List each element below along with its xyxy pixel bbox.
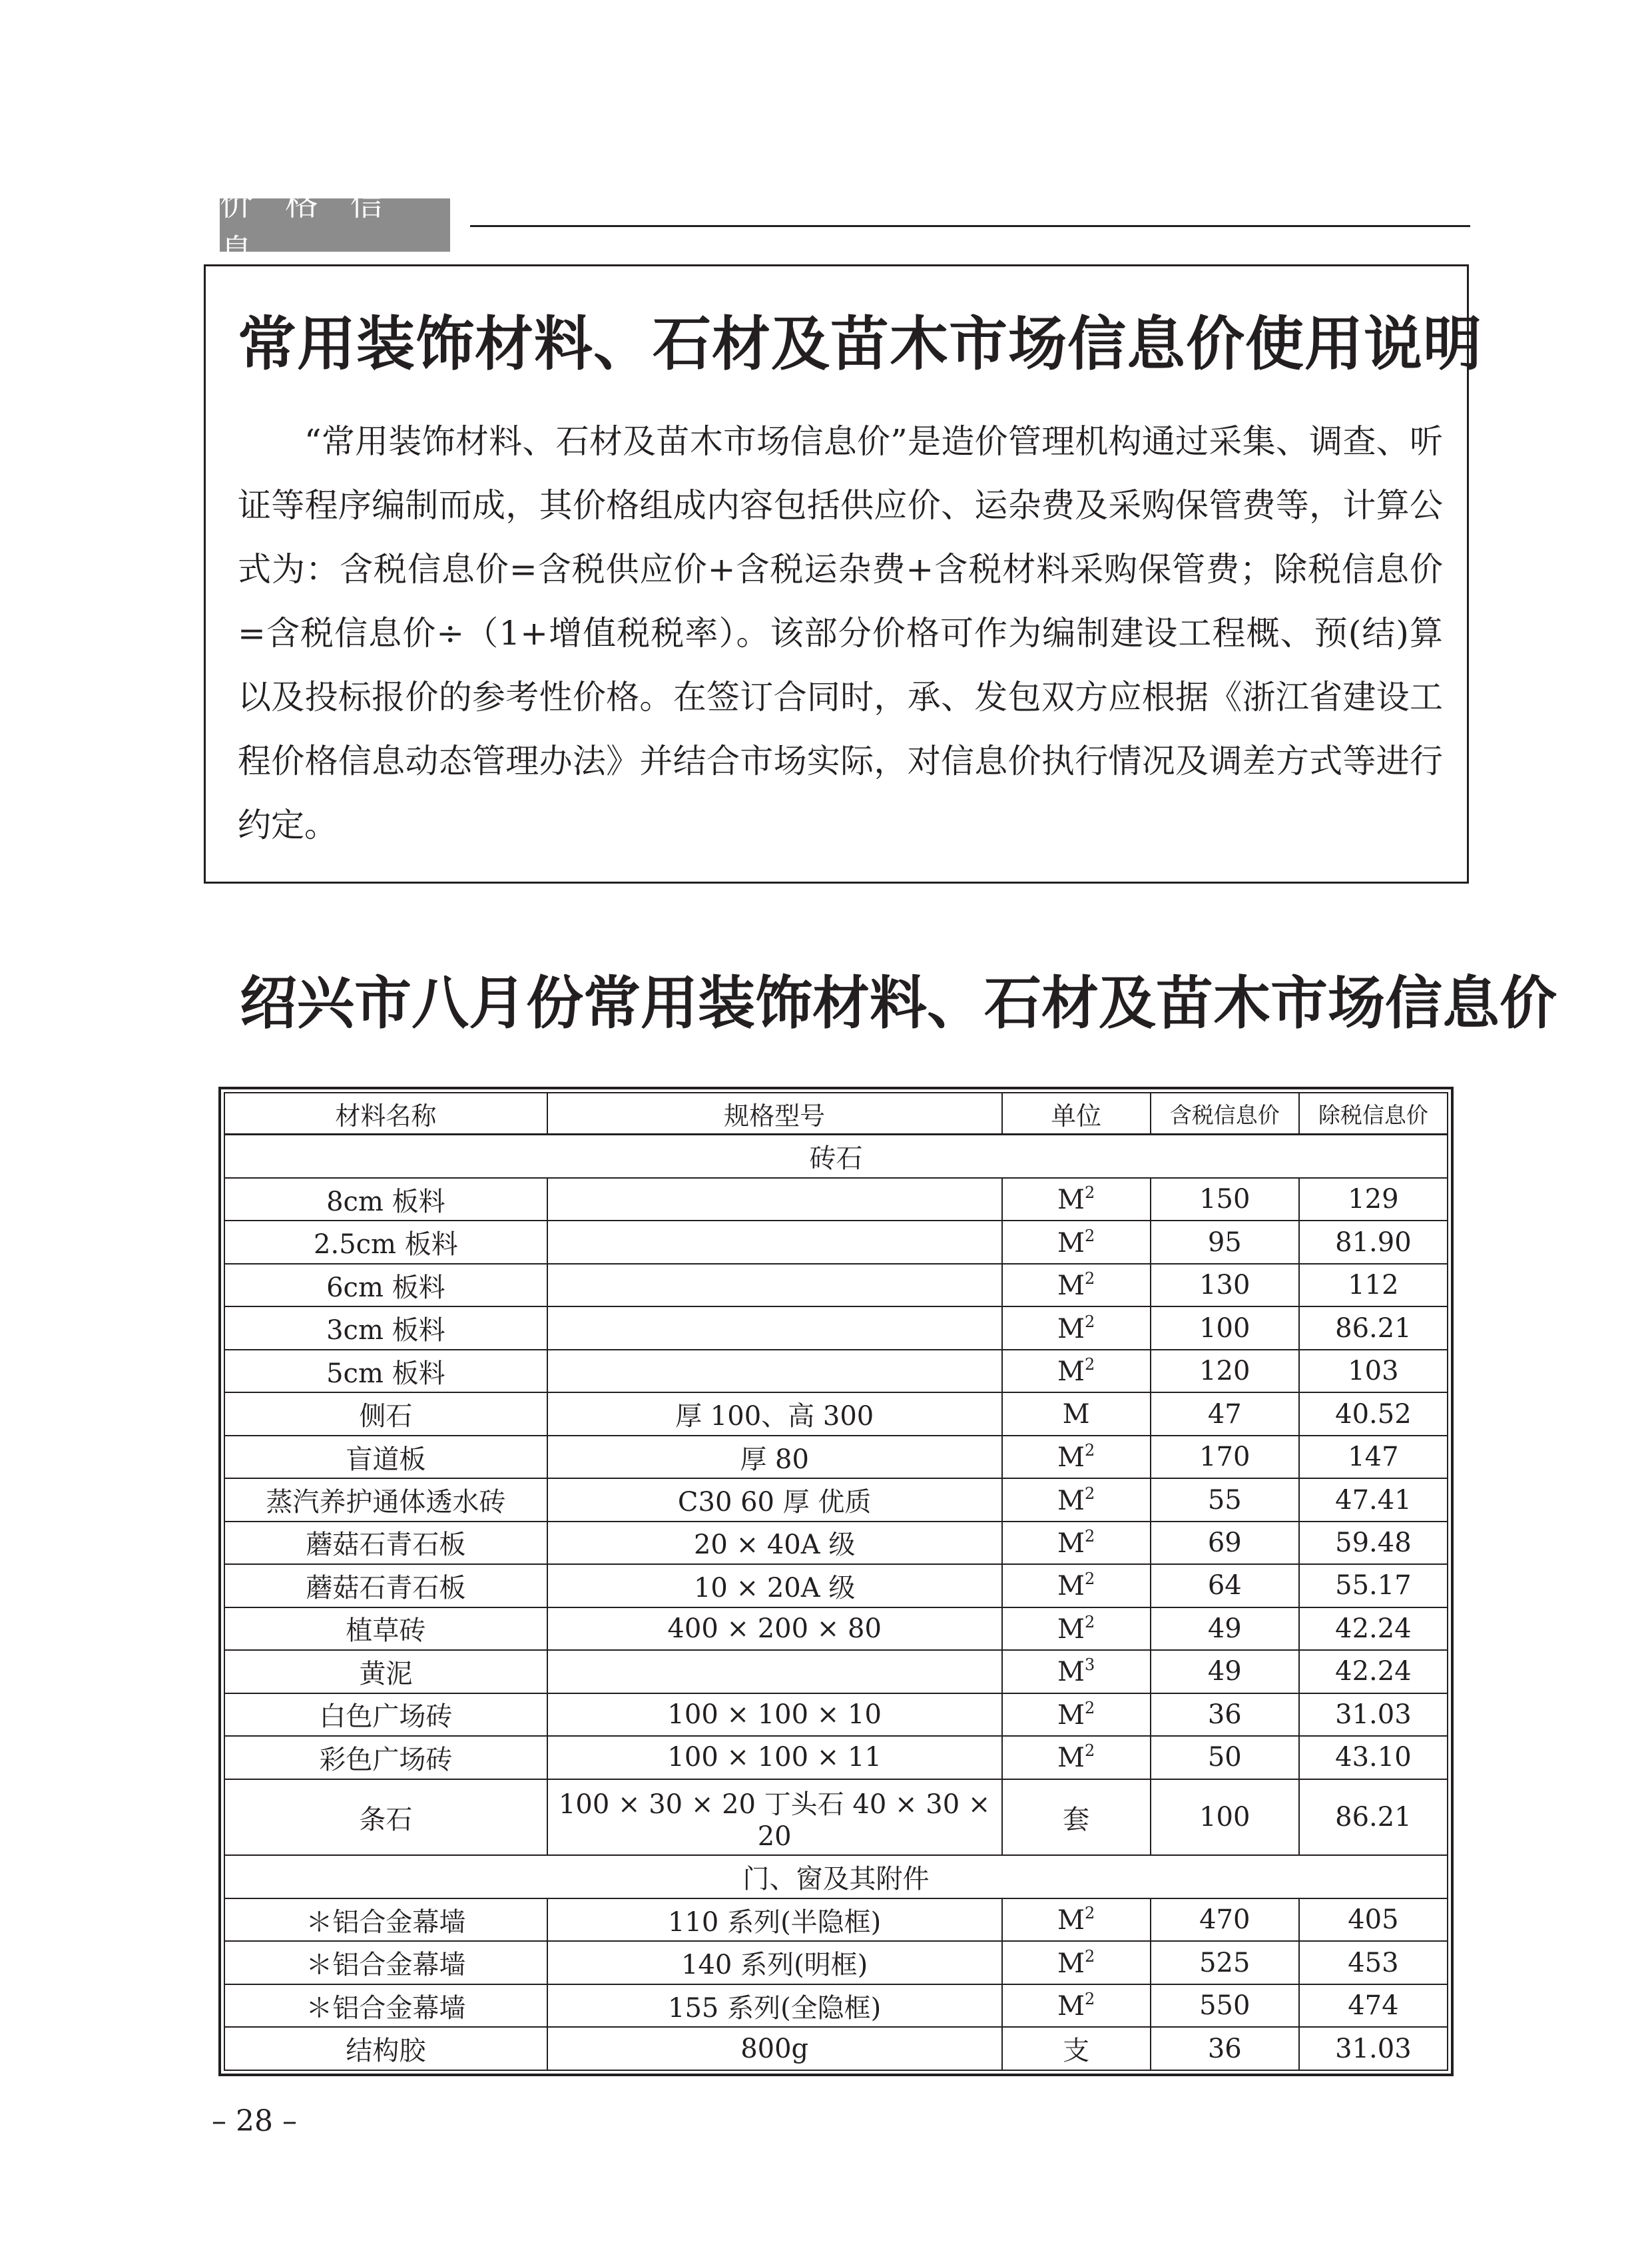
table-title: 绍兴市八月份常用装饰材料、石材及苗木市场信息价: [240, 970, 1557, 1037]
notice-title: 常用装饰材料、石材及苗木市场信息价使用说明: [238, 310, 1483, 378]
cell-name: 8cm 板料: [224, 1178, 547, 1221]
header-name: 材料名称: [224, 1093, 547, 1135]
cell-net-price: 453: [1299, 1941, 1448, 1984]
unit-exponent: 2: [1085, 1269, 1095, 1288]
cell-tax-price: 55: [1151, 1478, 1299, 1521]
cell-name: 3cm 板料: [224, 1306, 547, 1349]
cell-unit: [1002, 1350, 1151, 1392]
unit-base: M: [1057, 1313, 1085, 1344]
unit-base: M: [1057, 1227, 1085, 1259]
cell-net-price: 31.03: [1299, 1693, 1448, 1736]
unit-exponent: 2: [1085, 1569, 1095, 1589]
cell-spec: 厚 80: [547, 1436, 1002, 1478]
cell-tax-price: 170: [1151, 1436, 1299, 1478]
cell-spec: 100 × 100 × 11: [547, 1736, 1002, 1779]
table-row: [224, 1264, 1448, 1306]
cell-tax-price: 130: [1151, 1264, 1299, 1306]
cell-unit: [1002, 1650, 1151, 1693]
cell-tax-price: 64: [1151, 1564, 1299, 1607]
cell-net-price: 112: [1299, 1264, 1448, 1306]
cell-unit: [1002, 1392, 1151, 1435]
cell-name: 蘑菇石青石板: [224, 1522, 547, 1564]
unit-base: M: [1057, 1485, 1085, 1516]
cell-tax-price: 49: [1151, 1607, 1299, 1650]
table-row: [224, 1306, 1448, 1349]
table-row: [224, 1436, 1448, 1478]
cell-name: ＊铝合金幕墙: [224, 1941, 547, 1984]
table-row: [224, 2027, 1448, 2070]
cell-unit: [1002, 2027, 1151, 2070]
cell-net-price: 42.24: [1299, 1607, 1448, 1650]
cell-unit: [1002, 1436, 1151, 1478]
price-table: [224, 1092, 1448, 2071]
cell-name: ＊铝合金幕墙: [224, 1984, 547, 2027]
cell-net-price: 59.48: [1299, 1522, 1448, 1564]
unit-exponent: 3: [1085, 1655, 1095, 1675]
unit-base: 支: [1063, 2036, 1090, 2067]
cell-spec: [547, 1650, 1002, 1693]
cell-tax-price: 120: [1151, 1350, 1299, 1392]
cell-spec: 155 系列(全隐框): [547, 1984, 1002, 2027]
unit-base: M: [1057, 1699, 1085, 1731]
cell-unit: [1002, 1221, 1151, 1263]
section-divider: [470, 225, 1470, 227]
cell-tax-price: 550: [1151, 1984, 1299, 2027]
table-row: [224, 1350, 1448, 1392]
cell-net-price: 55.17: [1299, 1564, 1448, 1607]
cell-name: 条石: [224, 1779, 547, 1856]
table-row: [224, 1392, 1448, 1435]
unit-exponent: 2: [1085, 1484, 1095, 1503]
unit-exponent: 2: [1085, 1904, 1095, 1923]
cell-net-price: 103: [1299, 1350, 1448, 1392]
unit-exponent: 2: [1085, 1612, 1095, 1631]
cell-tax-price: 49: [1151, 1650, 1299, 1693]
cell-tax-price: 525: [1151, 1941, 1299, 1984]
cell-spec: 100 × 30 × 20 丁头石 40 × 30 × 20: [547, 1779, 1002, 1856]
unit-exponent: 2: [1085, 1990, 1095, 2009]
table-header-row: [224, 1093, 1448, 1135]
cell-net-price: 43.10: [1299, 1736, 1448, 1779]
cell-spec: 厚 100、高 300: [547, 1392, 1002, 1435]
unit-exponent: 2: [1085, 1698, 1095, 1717]
cell-tax-price: 50: [1151, 1736, 1299, 1779]
unit-base: M: [1057, 1948, 1085, 1979]
cell-unit: [1002, 1178, 1151, 1221]
cell-tax-price: 69: [1151, 1522, 1299, 1564]
cell-spec: 110 系列(半隐框): [547, 1898, 1002, 1941]
unit-base: M: [1057, 1356, 1085, 1388]
cell-tax-price: 95: [1151, 1221, 1299, 1263]
cell-spec: 140 系列(明框): [547, 1941, 1002, 1984]
cell-name: 结构胶: [224, 2027, 547, 2070]
notice-box: [204, 264, 1483, 884]
unit-exponent: 2: [1085, 1741, 1095, 1761]
cell-net-price: 474: [1299, 1984, 1448, 2027]
cell-name: 2.5cm 板料: [224, 1221, 547, 1263]
category-row-stone: [224, 1135, 1448, 1178]
cell-name: 5cm 板料: [224, 1350, 547, 1392]
notice-body: “常用装饰材料、石材及苗木市场信息价”是造价管理机构通过采集、调查、听证等程序编制而成，其价格组成内容包括供应价、运杂费及采购保管费等，计算公式为：含税信息价=含税供应价+含税运杂费+含税材料采购保管费；除税信息价=含税信息价÷（1+增值税税率）。该部分价格可作为编制建设工程概、预(结)算以及投标报价的参考性价格。在签订合同时，承、发包双方应根据《浙江省建设工程价格信息动态管理办法》并结合市场实际，对信息价执行情况及调差方式等进行约定。: [238, 422, 1443, 844]
cell-net-price: 147: [1299, 1436, 1448, 1478]
unit-base: M: [1057, 1528, 1085, 1559]
header-net-price: 除税信息价: [1299, 1093, 1448, 1135]
cell-spec: [547, 1350, 1002, 1392]
cell-unit: [1002, 1522, 1151, 1564]
price-table-frame: [218, 1087, 1454, 2076]
cell-spec: 400 × 200 × 80: [547, 1607, 1002, 1650]
cell-tax-price: 470: [1151, 1898, 1299, 1941]
table-row: [224, 1178, 1448, 1221]
unit-base: M: [1057, 1571, 1085, 1602]
cell-net-price: 86.21: [1299, 1779, 1448, 1856]
unit-base: M: [1057, 1991, 1085, 2022]
cell-unit: [1002, 1736, 1151, 1779]
unit-exponent: 2: [1085, 1312, 1095, 1331]
category-label: 门、窗及其附件: [224, 1855, 1448, 1898]
cell-name: 盲道板: [224, 1436, 547, 1478]
cell-spec: C30 60 厚 优质: [547, 1478, 1002, 1521]
unit-base: M: [1057, 1185, 1085, 1216]
cell-tax-price: 150: [1151, 1178, 1299, 1221]
table-row: [224, 1478, 1448, 1521]
cell-spec: 20 × 40A 级: [547, 1522, 1002, 1564]
cell-name: 黄泥: [224, 1650, 547, 1693]
cell-name: 蒸汽养护通体透水砖: [224, 1478, 547, 1521]
cell-name: 植草砖: [224, 1607, 547, 1650]
table-row: [224, 1522, 1448, 1564]
cell-name: 彩色广场砖: [224, 1736, 547, 1779]
category-row-doors: [224, 1855, 1448, 1898]
unit-exponent: 2: [1085, 1226, 1095, 1245]
cell-name: ＊铝合金幕墙: [224, 1898, 547, 1941]
unit-base: 套: [1063, 1804, 1090, 1835]
table-row: [224, 1693, 1448, 1736]
unit-base: M: [1057, 1657, 1085, 1688]
cell-tax-price: 36: [1151, 2027, 1299, 2070]
cell-unit: [1002, 1607, 1151, 1650]
cell-tax-price: 100: [1151, 1779, 1299, 1856]
cell-unit: [1002, 1984, 1151, 2027]
table-row: [224, 1898, 1448, 1941]
cell-name: 蘑菇石青石板: [224, 1564, 547, 1607]
cell-unit: [1002, 1306, 1151, 1349]
cell-spec: [547, 1178, 1002, 1221]
cell-net-price: 47.41: [1299, 1478, 1448, 1521]
cell-name: 白色广场砖: [224, 1693, 547, 1736]
unit-exponent: 2: [1085, 1183, 1095, 1203]
cell-net-price: 86.21: [1299, 1306, 1448, 1349]
cell-net-price: 129: [1299, 1178, 1448, 1221]
table-row: [224, 1779, 1448, 1856]
table-row: [224, 1221, 1448, 1263]
unit-base: M: [1057, 1442, 1085, 1474]
header-spec: 规格型号: [547, 1093, 1002, 1135]
cell-spec: 100 × 100 × 10: [547, 1693, 1002, 1736]
cell-unit: [1002, 1779, 1151, 1856]
cell-net-price: 31.03: [1299, 2027, 1448, 2070]
cell-spec: [547, 1264, 1002, 1306]
unit-base: M: [1057, 1270, 1085, 1302]
unit-base: M: [1057, 1743, 1085, 1774]
table-row: [224, 1736, 1448, 1779]
header-unit: 单位: [1002, 1093, 1151, 1135]
section-tag: 价 格 信 息: [220, 198, 450, 252]
cell-unit: [1002, 1478, 1151, 1521]
cell-tax-price: 36: [1151, 1693, 1299, 1736]
table-row: [224, 1984, 1448, 2027]
table-row: [224, 1941, 1448, 1984]
cell-unit: [1002, 1264, 1151, 1306]
cell-unit: [1002, 1693, 1151, 1736]
unit-exponent: 2: [1085, 1441, 1095, 1460]
header-tax-price: 含税信息价: [1151, 1093, 1299, 1135]
cell-tax-price: 100: [1151, 1306, 1299, 1349]
cell-net-price: 40.52: [1299, 1392, 1448, 1435]
cell-spec: 10 × 20A 级: [547, 1564, 1002, 1607]
unit-exponent: 2: [1085, 1526, 1095, 1546]
cell-name: 6cm 板料: [224, 1264, 547, 1306]
cell-unit: [1002, 1941, 1151, 1984]
unit-exponent: 2: [1085, 1946, 1095, 1966]
cell-spec: [547, 1306, 1002, 1349]
table-row: [224, 1564, 1448, 1607]
cell-spec: [547, 1221, 1002, 1263]
cell-unit: [1002, 1898, 1151, 1941]
table-row: [224, 1650, 1448, 1693]
page-number: – 28 –: [212, 2104, 297, 2138]
cell-unit: [1002, 1564, 1151, 1607]
cell-spec: 800g: [547, 2027, 1002, 2070]
category-label: 砖石: [224, 1135, 1448, 1178]
unit-base: M: [1057, 1613, 1085, 1645]
cell-net-price: 42.24: [1299, 1650, 1448, 1693]
cell-tax-price: 47: [1151, 1392, 1299, 1435]
unit-base: M: [1057, 1905, 1085, 1936]
table-row: [224, 1607, 1448, 1650]
unit-exponent: 2: [1085, 1355, 1095, 1374]
cell-net-price: 81.90: [1299, 1221, 1448, 1263]
cell-name: 侧石: [224, 1392, 547, 1435]
unit-base: M: [1062, 1398, 1090, 1430]
cell-net-price: 405: [1299, 1898, 1448, 1941]
